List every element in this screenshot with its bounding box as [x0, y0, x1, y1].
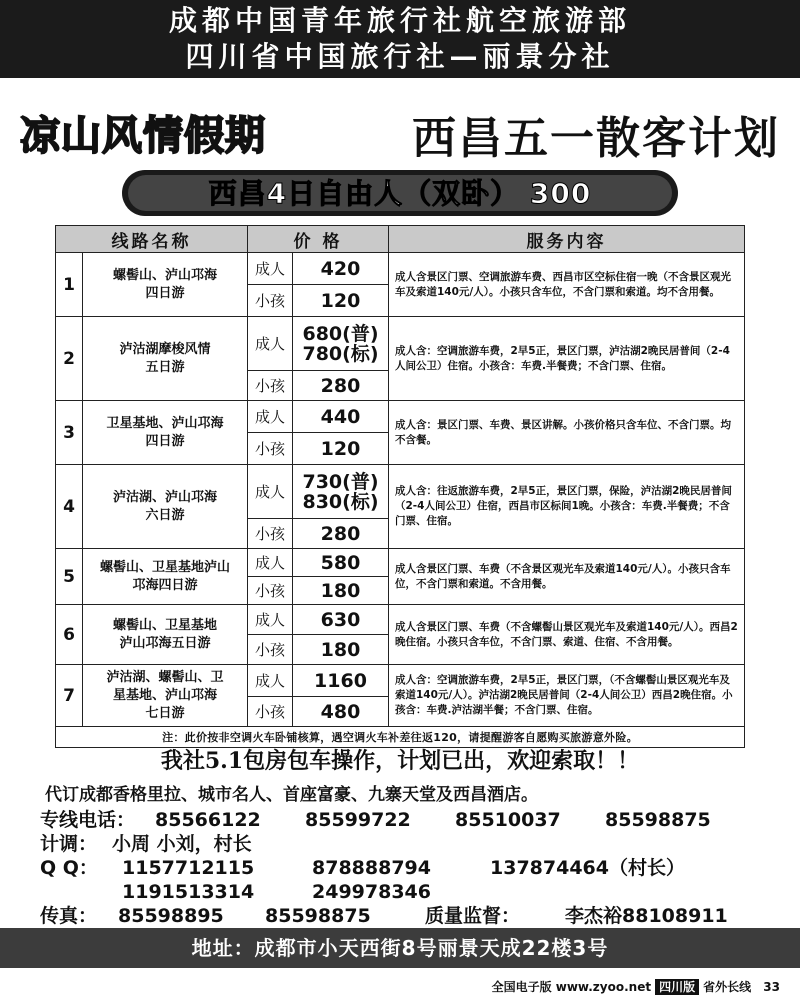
qq-2: 878888794: [312, 857, 431, 879]
fax-label: 传真：: [40, 905, 98, 927]
adult-price: 420: [293, 253, 389, 285]
qq-4: 1191513314: [122, 881, 255, 903]
table-row: [56, 605, 745, 635]
route-name: 泸沽湖、螺髻山、卫 星基地、泸山邛海 七日游: [83, 665, 248, 727]
phone-4: 85598875: [605, 809, 711, 831]
header-service: 服务内容: [389, 226, 745, 253]
table-header: [56, 226, 745, 253]
service-details: 成人含：景区门票、车费、景区讲解。小孩价格只含车位、不含门票。均不含餐。: [389, 401, 745, 465]
service-details: 成人含景区门票、车费（不含景区观光车及索道140元/人）。小孩只含车位，不含门票和索道。不含用餐。: [389, 549, 745, 605]
adult-price: 1160: [293, 665, 389, 697]
adult-label: 成人: [248, 253, 293, 285]
child-label: 小孩: [248, 371, 293, 401]
phone-label: 专线电话：: [40, 809, 136, 831]
child-price: 280: [293, 519, 389, 549]
table-row: [56, 465, 745, 519]
route-name: 卫星基地、泸山邛海 四日游: [83, 401, 248, 465]
table-row: [56, 401, 745, 433]
dispatch-names: 小周 小刘，村长: [112, 833, 252, 855]
route-number: 6: [56, 605, 83, 665]
child-label: 小孩: [248, 635, 293, 665]
page-footer: [492, 978, 780, 995]
route-number: 5: [56, 549, 83, 605]
child-price: 180: [293, 635, 389, 665]
hotels-text: 代订成都香格里拉、城市名人、首座富豪、九寨天堂及西昌酒店。: [45, 785, 538, 805]
edition-tag: 四川版: [655, 979, 699, 995]
route-name: 泸沽湖、泸山邛海 六日游: [83, 465, 248, 549]
table-row: [56, 665, 745, 697]
child-price: 120: [293, 433, 389, 465]
child-price: 480: [293, 697, 389, 727]
adult-label: 成人: [248, 317, 293, 371]
header-price: 价 格: [248, 226, 389, 253]
service-details: 成人含：空调旅游车费，2早5正，景区门票，泸沽湖2晚民居普间（2-4人间公卫）住宿。小孩含：车费.半餐费；不含门票、住宿。: [389, 317, 745, 401]
route-name: 螺髻山、卫星基地 泸山邛海五日游: [83, 605, 248, 665]
section-text: 省外长线: [703, 980, 752, 994]
route-name: 螺髻山、卫星基地泸山 邛海四日游: [83, 549, 248, 605]
child-label: 小孩: [248, 285, 293, 317]
edition-text: 全国电子版 www.zyoo.net: [491, 980, 652, 994]
table-row: [56, 317, 745, 371]
adult-price: 680(普) 780(标): [293, 317, 389, 371]
adult-label: 成人: [248, 549, 293, 577]
subtitle-bar: [122, 170, 678, 216]
promo-text: 我社5.1包房包车操作，计划已出，欢迎索取！！: [160, 748, 640, 774]
header-route: 线路名称: [56, 226, 248, 253]
phone-1: 85566122: [155, 809, 261, 831]
page-number: 33: [763, 980, 780, 994]
adult-label: 成人: [248, 605, 293, 635]
qq-5: 249978346: [312, 881, 431, 903]
service-details: 成人含景区门票、空调旅游车费、西昌市区空标住宿一晚（不含景区观光车及索道140元/人）。小孩只含车位，不含门票和索道。均不含用餐。: [389, 253, 745, 317]
agency-name-2: 四川省中国旅行社—丽景分社: [185, 40, 615, 73]
service-details: 成人含：空调旅游车费，2早5正，景区门票，（不含螺髻山景区观光车及索道140元/人）。泸沽湖2晚民居普间（2-4人间公卫）西昌2晚住宿。小孩含：车费.泸沽湖半餐；不含门票、住宿。: [389, 665, 745, 727]
route-table: [55, 225, 745, 748]
child-label: 小孩: [248, 577, 293, 605]
adult-price: 440: [293, 401, 389, 433]
fax-2: 85598875: [265, 905, 371, 927]
quality-contact: 李杰裕88108911: [565, 905, 728, 927]
route-number: 3: [56, 401, 83, 465]
table-note: 注：此价按非空调火车卧铺核算，遇空调火车补差往返120，请提醒游客自愿购买旅游意外险。: [56, 727, 745, 748]
qq-3: 137874464（村长）: [490, 857, 685, 879]
dispatch-label: 计调：: [40, 833, 98, 855]
qq-label: Q Q：: [40, 857, 98, 879]
agency-name-1: 成都中国青年旅行社航空旅游部: [168, 4, 631, 37]
fax-1: 85598895: [118, 905, 224, 927]
route-number: 7: [56, 665, 83, 727]
qq-1: 1157712115: [122, 857, 255, 879]
route-number: 2: [56, 317, 83, 401]
route-number: 4: [56, 465, 83, 549]
title-left: 凉山风情假期: [20, 113, 266, 159]
route-name: 螺髻山、泸山邛海 四日游: [83, 253, 248, 317]
quality-label: 质量监督：: [425, 905, 521, 927]
adult-price: 630: [293, 605, 389, 635]
adult-price: 730(普) 830(标): [293, 465, 389, 519]
child-label: 小孩: [248, 697, 293, 727]
address-bar: 地址：成都市小天西街8号丽景天成22楼3号: [0, 928, 800, 968]
child-label: 小孩: [248, 433, 293, 465]
child-price: 120: [293, 285, 389, 317]
title-row: [20, 100, 780, 164]
route-number: 1: [56, 253, 83, 317]
adult-label: 成人: [248, 465, 293, 519]
phone-3: 85510037: [455, 809, 561, 831]
adult-label: 成人: [248, 665, 293, 697]
child-label: 小孩: [248, 519, 293, 549]
header-banner: [0, 0, 800, 78]
child-price: 280: [293, 371, 389, 401]
child-price: 180: [293, 577, 389, 605]
table-row: [56, 549, 745, 577]
service-details: 成人含：往返旅游车费，2早5正，景区门票，保险，泸沽湖2晚民居普间（2-4人间公卫）住宿，西昌市区标间1晚。小孩含：车费.半餐费；不含门票、住宿。: [389, 465, 745, 549]
title-right: 西昌五一散客计划: [412, 113, 780, 164]
table-row: [56, 253, 745, 285]
route-name: 泸沽湖摩梭风情 五日游: [83, 317, 248, 401]
phone-2: 85599722: [305, 809, 411, 831]
subtitle: 西昌4日自由人（双卧） 300: [208, 177, 592, 210]
adult-price: 580: [293, 549, 389, 577]
adult-label: 成人: [248, 401, 293, 433]
service-details: 成人含景区门票、车费（不含螺髻山景区观光车及索道140元/人）。西昌2晚住宿。小孩只含车位，不含门票、索道、住宿、不含用餐。: [389, 605, 745, 665]
